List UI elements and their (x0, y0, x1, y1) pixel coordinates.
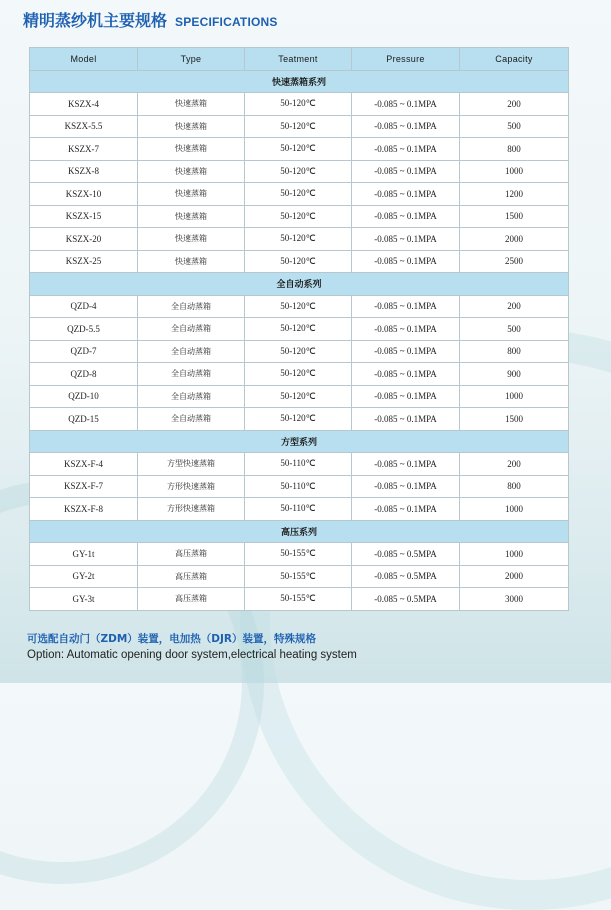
cell-pressure: -0.085 ~ 0.1MPA (352, 295, 460, 318)
page-title-cn: 精明蒸纱机主要规格 (23, 13, 168, 30)
cell-type: 方型快速蒸箱 (138, 453, 245, 476)
table-row (30, 385, 569, 408)
cell-treatment: 50-120℃ (245, 93, 352, 116)
cell-capacity: 1500 (460, 408, 569, 431)
cell-pressure: -0.085 ~ 0.1MPA (352, 160, 460, 183)
table-row (30, 115, 569, 138)
cell-treatment: 50-120℃ (245, 160, 352, 183)
cell-type: 方形快速蒸箱 (138, 475, 245, 498)
cell-pressure: -0.085 ~ 0.1MPA (352, 250, 460, 273)
cell-capacity: 900 (460, 363, 569, 386)
cell-capacity: 800 (460, 340, 569, 363)
cell-model: GY-1t (30, 543, 138, 566)
cell-capacity: 1000 (460, 385, 569, 408)
cell-pressure: -0.085 ~ 0.5MPA (352, 565, 460, 588)
cell-type: 全自动蒸箱 (138, 385, 245, 408)
group-title: 快速蒸箱系列 (30, 70, 569, 93)
cell-capacity: 1200 (460, 183, 569, 206)
table-row (30, 250, 569, 273)
cell-pressure: -0.085 ~ 0.1MPA (352, 453, 460, 476)
cell-treatment: 50-120℃ (245, 295, 352, 318)
cell-treatment: 50-120℃ (245, 138, 352, 161)
group-header-row (30, 70, 569, 93)
group-header-row (30, 273, 569, 296)
table-row (30, 340, 569, 363)
cell-treatment: 50-120℃ (245, 318, 352, 341)
cell-model: QZD-5.5 (30, 318, 138, 341)
cell-type: 高压蒸箱 (138, 543, 245, 566)
cell-model: QZD-15 (30, 408, 138, 431)
cell-model: GY-3t (30, 588, 138, 611)
cell-capacity: 200 (460, 453, 569, 476)
cell-type: 快速蒸箱 (138, 250, 245, 273)
cell-type: 快速蒸箱 (138, 205, 245, 228)
table-row (30, 565, 569, 588)
cell-capacity: 800 (460, 475, 569, 498)
table-row (30, 543, 569, 566)
cell-capacity: 2000 (460, 228, 569, 251)
cell-type: 高压蒸箱 (138, 588, 245, 611)
cell-capacity: 1000 (460, 543, 569, 566)
cell-pressure: -0.085 ~ 0.5MPA (352, 588, 460, 611)
cell-type: 高压蒸箱 (138, 565, 245, 588)
cell-treatment: 50-120℃ (245, 228, 352, 251)
cell-capacity: 2000 (460, 565, 569, 588)
cell-model: KSZX-7 (30, 138, 138, 161)
cell-model: GY-2t (30, 565, 138, 588)
cell-model: KSZX-20 (30, 228, 138, 251)
cell-type: 全自动蒸箱 (138, 408, 245, 431)
cell-type: 快速蒸箱 (138, 138, 245, 161)
cell-capacity: 200 (460, 93, 569, 116)
cell-treatment: 50-120℃ (245, 115, 352, 138)
cell-capacity: 1000 (460, 160, 569, 183)
cell-model: QZD-7 (30, 340, 138, 363)
options-note-cn: 可选配自动门（ZDM）装置，电加热（DJR）装置，特殊规格 (27, 633, 316, 645)
group-title: 全自动系列 (30, 273, 569, 296)
table-row (30, 295, 569, 318)
cell-model: KSZX-5.5 (30, 115, 138, 138)
cell-type: 快速蒸箱 (138, 160, 245, 183)
cell-pressure: -0.085 ~ 0.1MPA (352, 93, 460, 116)
cell-pressure: -0.085 ~ 0.1MPA (352, 115, 460, 138)
table-row (30, 228, 569, 251)
cell-treatment: 50-120℃ (245, 205, 352, 228)
cell-treatment: 50-120℃ (245, 363, 352, 386)
cell-treatment: 50-120℃ (245, 385, 352, 408)
cell-pressure: -0.085 ~ 0.1MPA (352, 408, 460, 431)
cell-model: KSZX-8 (30, 160, 138, 183)
cell-pressure: -0.085 ~ 0.1MPA (352, 498, 460, 521)
cell-pressure: -0.085 ~ 0.1MPA (352, 228, 460, 251)
cell-pressure: -0.085 ~ 0.1MPA (352, 385, 460, 408)
cell-model: KSZX-10 (30, 183, 138, 206)
cell-type: 全自动蒸箱 (138, 363, 245, 386)
column-header-type: Type (138, 48, 245, 71)
table-row (30, 183, 569, 206)
options-note-en: Option: Automatic opening door system,electrical heating system (27, 649, 357, 661)
cell-model: QZD-8 (30, 363, 138, 386)
cell-treatment: 50-155℃ (245, 543, 352, 566)
cell-pressure: -0.085 ~ 0.1MPA (352, 340, 460, 363)
table-header-row (30, 48, 569, 71)
table-row (30, 453, 569, 476)
specifications-table (29, 47, 569, 611)
cell-treatment: 50-120℃ (245, 408, 352, 431)
cell-model: KSZX-F-8 (30, 498, 138, 521)
column-header-pressure: Pressure (352, 48, 460, 71)
page-heading (23, 8, 278, 32)
cell-pressure: -0.085 ~ 0.1MPA (352, 183, 460, 206)
cell-pressure: -0.085 ~ 0.1MPA (352, 138, 460, 161)
table-row (30, 498, 569, 521)
table-row (30, 588, 569, 611)
cell-type: 全自动蒸箱 (138, 295, 245, 318)
cell-model: QZD-10 (30, 385, 138, 408)
cell-pressure: -0.085 ~ 0.1MPA (352, 363, 460, 386)
column-header-capacity: Capacity (460, 48, 569, 71)
cell-type: 快速蒸箱 (138, 115, 245, 138)
group-title: 高压系列 (30, 520, 569, 543)
cell-model: KSZX-F-7 (30, 475, 138, 498)
table-row (30, 318, 569, 341)
cell-model: QZD-4 (30, 295, 138, 318)
table-row (30, 160, 569, 183)
cell-capacity: 1500 (460, 205, 569, 228)
cell-capacity: 3000 (460, 588, 569, 611)
group-header-row (30, 430, 569, 453)
cell-type: 快速蒸箱 (138, 228, 245, 251)
table-row (30, 93, 569, 116)
table-body (30, 70, 569, 610)
cell-treatment: 50-155℃ (245, 588, 352, 611)
table-row (30, 138, 569, 161)
cell-type: 快速蒸箱 (138, 183, 245, 206)
cell-capacity: 1000 (460, 498, 569, 521)
table-row (30, 363, 569, 386)
cell-treatment: 50-155℃ (245, 565, 352, 588)
cell-type: 快速蒸箱 (138, 93, 245, 116)
cell-type: 全自动蒸箱 (138, 318, 245, 341)
table-row (30, 475, 569, 498)
cell-capacity: 500 (460, 115, 569, 138)
cell-pressure: -0.085 ~ 0.1MPA (352, 205, 460, 228)
cell-capacity: 500 (460, 318, 569, 341)
cell-type: 方形快速蒸箱 (138, 498, 245, 521)
cell-type: 全自动蒸箱 (138, 340, 245, 363)
cell-pressure: -0.085 ~ 0.1MPA (352, 475, 460, 498)
group-title: 方型系列 (30, 430, 569, 453)
group-header-row (30, 520, 569, 543)
cell-treatment: 50-120℃ (245, 340, 352, 363)
cell-capacity: 200 (460, 295, 569, 318)
page-title-en: SPECIFICATIONS (175, 15, 278, 29)
table-row (30, 408, 569, 431)
table-row (30, 205, 569, 228)
cell-treatment: 50-120℃ (245, 183, 352, 206)
cell-model: KSZX-F-4 (30, 453, 138, 476)
cell-model: KSZX-15 (30, 205, 138, 228)
cell-model: KSZX-4 (30, 93, 138, 116)
column-header-treatment: Teatment (245, 48, 352, 71)
cell-treatment: 50-120℃ (245, 250, 352, 273)
cell-pressure: -0.085 ~ 0.1MPA (352, 318, 460, 341)
cell-treatment: 50-110℃ (245, 453, 352, 476)
cell-model: KSZX-25 (30, 250, 138, 273)
cell-treatment: 50-110℃ (245, 498, 352, 521)
column-header-model: Model (30, 48, 138, 71)
cell-treatment: 50-110℃ (245, 475, 352, 498)
cell-capacity: 800 (460, 138, 569, 161)
cell-pressure: -0.085 ~ 0.5MPA (352, 543, 460, 566)
cell-capacity: 2500 (460, 250, 569, 273)
